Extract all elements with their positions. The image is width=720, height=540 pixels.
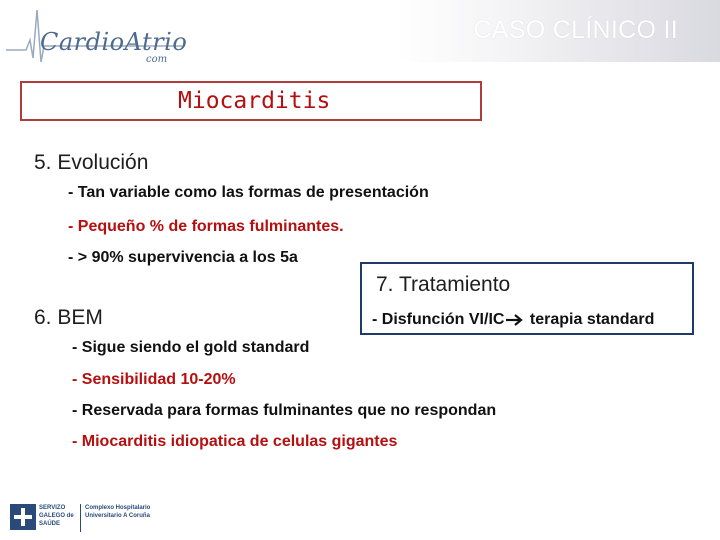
title-box <box>20 81 482 121</box>
footer-divider <box>80 504 81 532</box>
logo-sub-text: com <box>146 54 168 65</box>
tratamiento-item-text-after: terapia standard <box>525 311 655 328</box>
tratamiento-box <box>360 262 694 335</box>
evolucion-item-2: - Pequeño % de formas fulminantes. <box>68 218 344 235</box>
section-evolucion-heading: 5. Evolución <box>34 151 149 174</box>
tratamiento-item <box>372 311 654 329</box>
bem-item-2: - Sensibilidad 10-20% <box>72 371 236 388</box>
evolucion-item-3: - > 90% supervivencia a los 5a <box>68 249 298 266</box>
page-title: Miocarditis <box>178 88 331 114</box>
bem-item-3: - Reservada para formas fulminantes que no respondan <box>72 402 497 419</box>
arrow-right-icon <box>505 314 525 326</box>
tratamiento-item-text: - Disfunción VI/IC <box>372 311 505 328</box>
bem-item-1: - Sigue siendo el gold standard <box>72 339 310 356</box>
footer-logo-left-text: SERVIZO GALEGO de SAÚDE <box>39 505 74 527</box>
section-bem-heading: 6. BEM <box>34 306 103 329</box>
footer-logo <box>10 496 170 536</box>
logo-text: CardioAtrio <box>40 28 188 56</box>
slide-header-title: CASO CLÍNICO II <box>473 16 678 44</box>
cardioatrio-logo <box>4 6 188 65</box>
sergas-logo-icon <box>10 504 36 530</box>
evolucion-item-1: - Tan variable como las formas de presentación <box>68 184 429 201</box>
bem-item-4: - Miocarditis idiopatica de celulas gigantes <box>72 433 398 450</box>
section-tratamiento-heading: 7. Tratamiento <box>376 273 511 296</box>
footer-logo-right-text: Complexo Hospitalario Universitario A Coruña <box>85 505 151 519</box>
